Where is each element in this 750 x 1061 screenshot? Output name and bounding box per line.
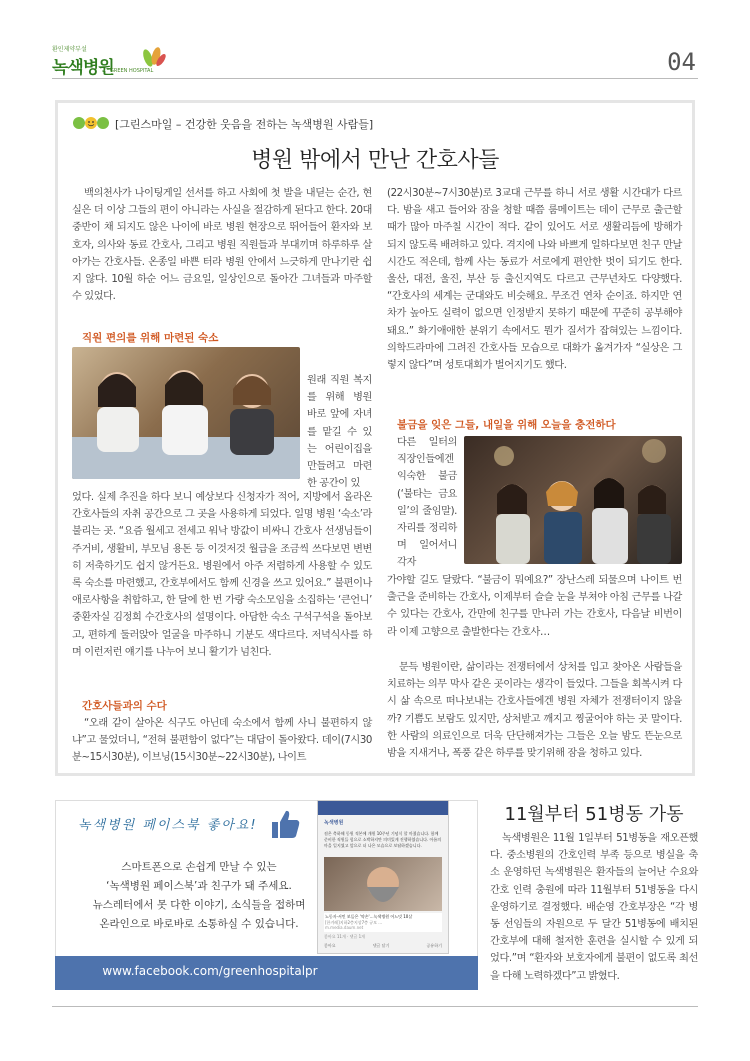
phone-actions bbox=[324, 943, 442, 949]
phone-like-action: 좋아요 bbox=[324, 943, 336, 948]
col1-wrap bbox=[307, 372, 372, 492]
phone-post-text: 점은 축하해 동원 적본에 개원 10주년 기념식 할 마쳤습니다. 함께 준비한 직원들 힘으로 소박하지만 의미있게 진행하였습니다. 아름의 마을 일지였고 앞으로 더 나은 모습으로 보답하겠습니다. bbox=[324, 831, 442, 848]
facebook-line-1: 스마트폰으로 손쉽게 만날 수 있는 bbox=[121, 861, 277, 873]
phone-share-action: 공유하기 bbox=[426, 943, 442, 948]
col2-paragraph-1: (22시30분~7시30분)로 3교대 근무를 하니 서로 생활 시간대가 다르다. 밤을 새고 들어와 잠을 청할 때쯤 룸메이트는 데이 근무로 출근할 때가 많아 마주칠 시간이 적다. 같이 있어도 서로 생활리듬에 방해가 되지 않도록 배려하고 있다. 격지에 나와 바쁘게 일하다보면 친구 만날 시간도 적은데, 함께 사는 동료가 서로에게 편안한 벗이 되기도 한다. 울산, 대전, 울진, 부산 등 출신지역도 다르고 근무년차도 다양했다. “간호사의 세계는 군대와도 비슷해요. 무조건 연차 순이죠. 하지만 연차가 높아도 실력이 없으면 인정받지 못하기 때문에 꾸준히 공부해야 돼요.” 화기애애한 분위기 속에서도 뭔가 질서가 잡혀있는 느낌이다. 의학드라마에 그려진 간호사들 모습으로 대화가 옮겨가자 “실상은 그렇지 않다”며 성토대회가 벌어지기도 했다. bbox=[387, 188, 682, 372]
phone-likes: 좋아요 11개 · 댓글 1개 bbox=[324, 934, 366, 939]
col1-intro bbox=[72, 185, 372, 305]
phone-link-title: 노동자·서민 보듬은 '약손'…녹색병원 어느덧 10살 bbox=[325, 914, 413, 919]
article-title: 병원 밖에서 만난 간호사들 bbox=[251, 148, 499, 173]
facebook-line-4: 온라인으로 바로바로 소통하실 수 있습니다. bbox=[99, 918, 299, 930]
col2-middle bbox=[387, 572, 682, 641]
col2-wrap bbox=[397, 434, 457, 572]
phone-post-image bbox=[324, 857, 442, 911]
notice-title: 11월부터 51병동 가동 bbox=[504, 804, 684, 825]
subhead-dormitory: 직원 편의를 위해 마련된 숙소 bbox=[82, 332, 219, 344]
logo-name: 녹색병원 bbox=[52, 58, 114, 78]
phone-link-card bbox=[324, 913, 442, 932]
phone-screenshot bbox=[317, 800, 449, 954]
phone-page-name: 녹색병원 bbox=[324, 820, 344, 826]
logo-subtitle: 환인제약부설 bbox=[52, 46, 87, 53]
facebook-title: 녹색병원 페이스북 좋아요! bbox=[78, 818, 258, 833]
leaf-logo-icon bbox=[140, 46, 166, 70]
phone-link-desc: [한겨레]지하2층지상7층 규모 ... bbox=[325, 919, 383, 925]
notice-body: 녹색병원은 11월 1일부터 51병동을 재오픈했다. 중소병원의 간호인력 부족 등으로 병실을 축소 운영하던 녹색병원은 환자들의 늘어난 수요와 간호 인력 충원에 따라 11월부터 51병동을 다시 운영하기로 결정했다. 배순영 간호부장은 “각 병동 선임들의 자원으로 두 달간 51병동에 배치된 간호부에 대해 철저한 훈련을 실시할 수 있게 되었다.”며 “환자와 보호자에게 불편이 없도록 최선을 다해 노력하겠다”고 밝혔다. bbox=[490, 833, 698, 982]
phone-comment-action: 댓글 달기 bbox=[372, 943, 390, 948]
page-number: 04 bbox=[667, 48, 696, 76]
nurses-evening-illustration bbox=[464, 436, 682, 564]
col1-paragraph-3: “오래 같이 살아온 식구도 아닌데 숙소에서 함께 사니 불편하지 않냐”고 물었더니, “전혀 불편함이 없다”는 대답이 돌아왔다. 데이(7시30분~15시30분), 이브닝(15시30분~22시30분), 나이트 bbox=[72, 718, 372, 764]
subhead-friday: 불금을 잊은 그들, 내일을 위해 오늘을 충전하다 bbox=[397, 419, 616, 431]
col2-paragraph-2a: 다른 일터의 직장인들에겐 익숙한 불금(‘불타는 금요일’의 줄임말). 자리를 정리하며 일어서니 각자 bbox=[397, 437, 457, 569]
facebook-line-2: ‘녹색병원 페이스북’과 친구가 돼 주세요. bbox=[106, 880, 292, 892]
header-divider bbox=[52, 78, 698, 79]
col1-paragraph-2a: 원래 직원 복지를 위해 병원 바로 앞에 자녀를 맡길 수 있는 어린이집을 만들려고 마련한 공간이 있 bbox=[307, 375, 372, 490]
col2-paragraph-2b: 가야할 길도 달랐다. “불금이 뭐예요?” 장난스레 되물으며 나이트 번 출근을 준비하는 간호사, 이제부터 슬슬 눈을 부쳐야 아침 근무를 나갈 수 있다는 간호사, 간만에 친구를 만나러 가는 간호사, 다음날 비번이라 이제 고향으로 출발한다는 간호사… bbox=[387, 575, 682, 638]
phone-topbar bbox=[318, 801, 448, 815]
dormitory-photo bbox=[72, 347, 300, 479]
evening-photo bbox=[464, 436, 682, 564]
col2-top bbox=[387, 185, 682, 374]
nurses-photo-illustration bbox=[72, 347, 300, 479]
footer-divider bbox=[52, 1006, 698, 1007]
facebook-url[interactable]: www.facebook.com/greenhospitalpr bbox=[102, 964, 318, 978]
facebook-description bbox=[75, 858, 323, 934]
subhead-chat: 간호사들과의 수다 bbox=[82, 700, 167, 712]
col1-end bbox=[72, 715, 372, 767]
col2-end bbox=[387, 659, 682, 762]
phone-link-domain: m.media.daum.net bbox=[325, 925, 364, 930]
col2-paragraph-3: 문득 병원이란, 삶이라는 전쟁터에서 상처를 입고 찾아온 사람들을 치료하는 의무 막사 같은 곳이라는 생각이 들었다. 그들을 회복시켜 다시 삶 속으로 떠나보내는 간호사들에겐 병원 자체가 전쟁터이지 않을까? 기쁨도 보람도 있지만, 상처받고 깨지고 찡굴어야 하는 곳 말이다. 한 사람의 의료인으로 더욱 단단해져가는 그들은 오늘 밤도 뜬눈으로 밤을 지새거나, 폭풍 같은 하루를 맞기위해 잠을 청하고 있다. bbox=[387, 662, 682, 760]
smile-faces-icon bbox=[72, 116, 112, 130]
facebook-line-3: 뉴스레터에서 못 다한 이야기, 소식들을 접하며 bbox=[92, 899, 306, 911]
hospital-logo bbox=[52, 44, 162, 78]
logo-english: GREEN HOSPITAL bbox=[110, 68, 154, 74]
col1-paragraph-2b: 었다. 실제 추진을 하다 보니 예상보다 신청자가 적어, 지방에서 올라온 간호사들의 자취 공간으로 그 곳을 사용하게 되었다. 일명 병원 ‘숙소’라 불리는 곳. “요즘 월세고 전세고 워낙 방값이 비싸니 간호사 선생님들이 주거비, 생활비, 부모님 용돈 등 이것저것 월급을 조금씩 쓰다보면 변변히 저축하기도 쉽지 않거든요. 병원에서 아주 저렴하게 사용할 수 있도록 숙소를 마련했고, 간호부에서도 함께 신경을 쓰고 있어요.” 불편이나 애로사항을 취합하고, 한 달에 한 번 가량 숙소모임을 소집하는 ‘큰언니’ 중환자실 김정희 수간호사의 설명이다. 아담한 숙소 구석구석을 돌아보고, 편하게 둘러앉아 얼굴을 마주하니 기분도 색다르다. 저녁식사를 하며 이런저런 얘기를 나누어 보니 활기가 넘친다. bbox=[72, 492, 372, 658]
series-label: [그린스마일 – 건강한 웃음을 전하는 녹색병원 사람들] bbox=[115, 118, 374, 131]
thumbs-up-icon bbox=[268, 808, 302, 840]
col1-body bbox=[72, 489, 372, 661]
notice-body-box bbox=[490, 830, 698, 985]
man-portrait-illustration bbox=[324, 857, 442, 911]
col1-paragraph-1: 백의천사가 나이팅게일 선서를 하고 사회에 첫 발을 내딛는 순간, 현실은 더 이상 그들의 편이 아니라는 사실을 절감하게 된다고 한다. 20대 중반이 채 되지도 않은 나이에 바로 병원 현장으로 뛰어들어 환자와 보호자, 의사와 동료 간호사, 그리고 병원 직원들과 부대끼며 하루하루 살아가는 간호사들. 온종일 바쁜 터라 병원 안에서 느긋하게 만나기란 쉽지 않다. 10월 하순 어느 금요일, 일상인으로 돌아간 그녀들과 마주할 수 있었다. bbox=[72, 188, 372, 303]
